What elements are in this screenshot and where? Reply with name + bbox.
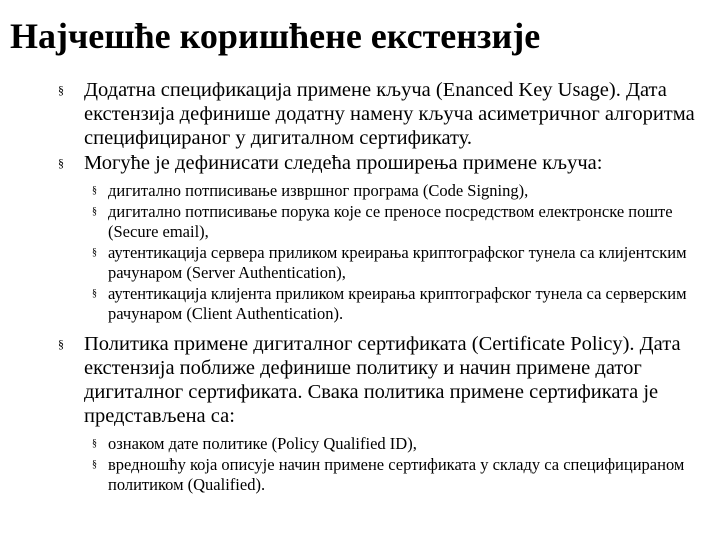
sub-list-item (84, 455, 714, 495)
bullet-icon: § (58, 337, 64, 351)
bullet-icon: § (92, 288, 97, 299)
sub-bullet-list (84, 434, 714, 495)
bullet-icon: § (92, 438, 97, 449)
sub-list-item-text: аутентикација сервера приликом креирања криптографског тунела са клијентским рачунаром (Server Authentication), (108, 243, 687, 282)
bullet-icon: § (92, 185, 97, 196)
list-item (56, 332, 714, 495)
bullet-icon: § (92, 459, 97, 470)
bullet-list (56, 78, 714, 495)
bullet-icon: § (92, 206, 97, 217)
list-item-text: Могуће је дефинисати следећа проширења примене кључа: (84, 152, 603, 174)
bullet-icon: § (92, 247, 97, 258)
sub-list-item (84, 284, 714, 324)
sub-list-item-text: ознаком дате политике (Policy Qualified ID), (108, 434, 417, 453)
list-item (56, 151, 714, 324)
list-item (56, 78, 714, 150)
sub-bullet-list (84, 181, 714, 324)
list-item-text: Додатна спецификација примене кључа (Enanced Key Usage). Дата екстензија дефинише додатну намену кључа асиметричног алгоритма специфицираног у дигиталном сертификату. (84, 79, 695, 149)
sub-list-item-text: дигитално потписивање порука које се преносе посредством електронске поште (Secure email), (108, 202, 673, 241)
sub-list-item (84, 243, 714, 283)
sub-list-item (84, 434, 714, 454)
bullet-icon: § (58, 83, 64, 97)
sub-list-item-text: аутентикација клијента приликом креирања криптографског тунела са серверским рачунаром (Client Authentication). (108, 284, 687, 323)
sub-list-item-text: дигитално потписивање извршног програма (Code Signing), (108, 181, 529, 200)
sub-list-item-text: вредношћу која описује начин примене сертификата у складу са специфицираном политиком (Qualified). (108, 455, 685, 494)
slide-title: Најчешће коришћене екстензије (10, 16, 541, 56)
bullet-icon: § (58, 156, 64, 170)
sub-list-item (84, 181, 714, 201)
sub-list-item (84, 202, 714, 242)
list-item-text: Политика примене дигиталног сертификата (Certificate Policy). Дата екстензија поближе дефинише политику и начин примене датог дигиталног сертификата. Свака политика примене сертификата је представљена са: (84, 333, 681, 427)
slide-content (56, 78, 714, 503)
